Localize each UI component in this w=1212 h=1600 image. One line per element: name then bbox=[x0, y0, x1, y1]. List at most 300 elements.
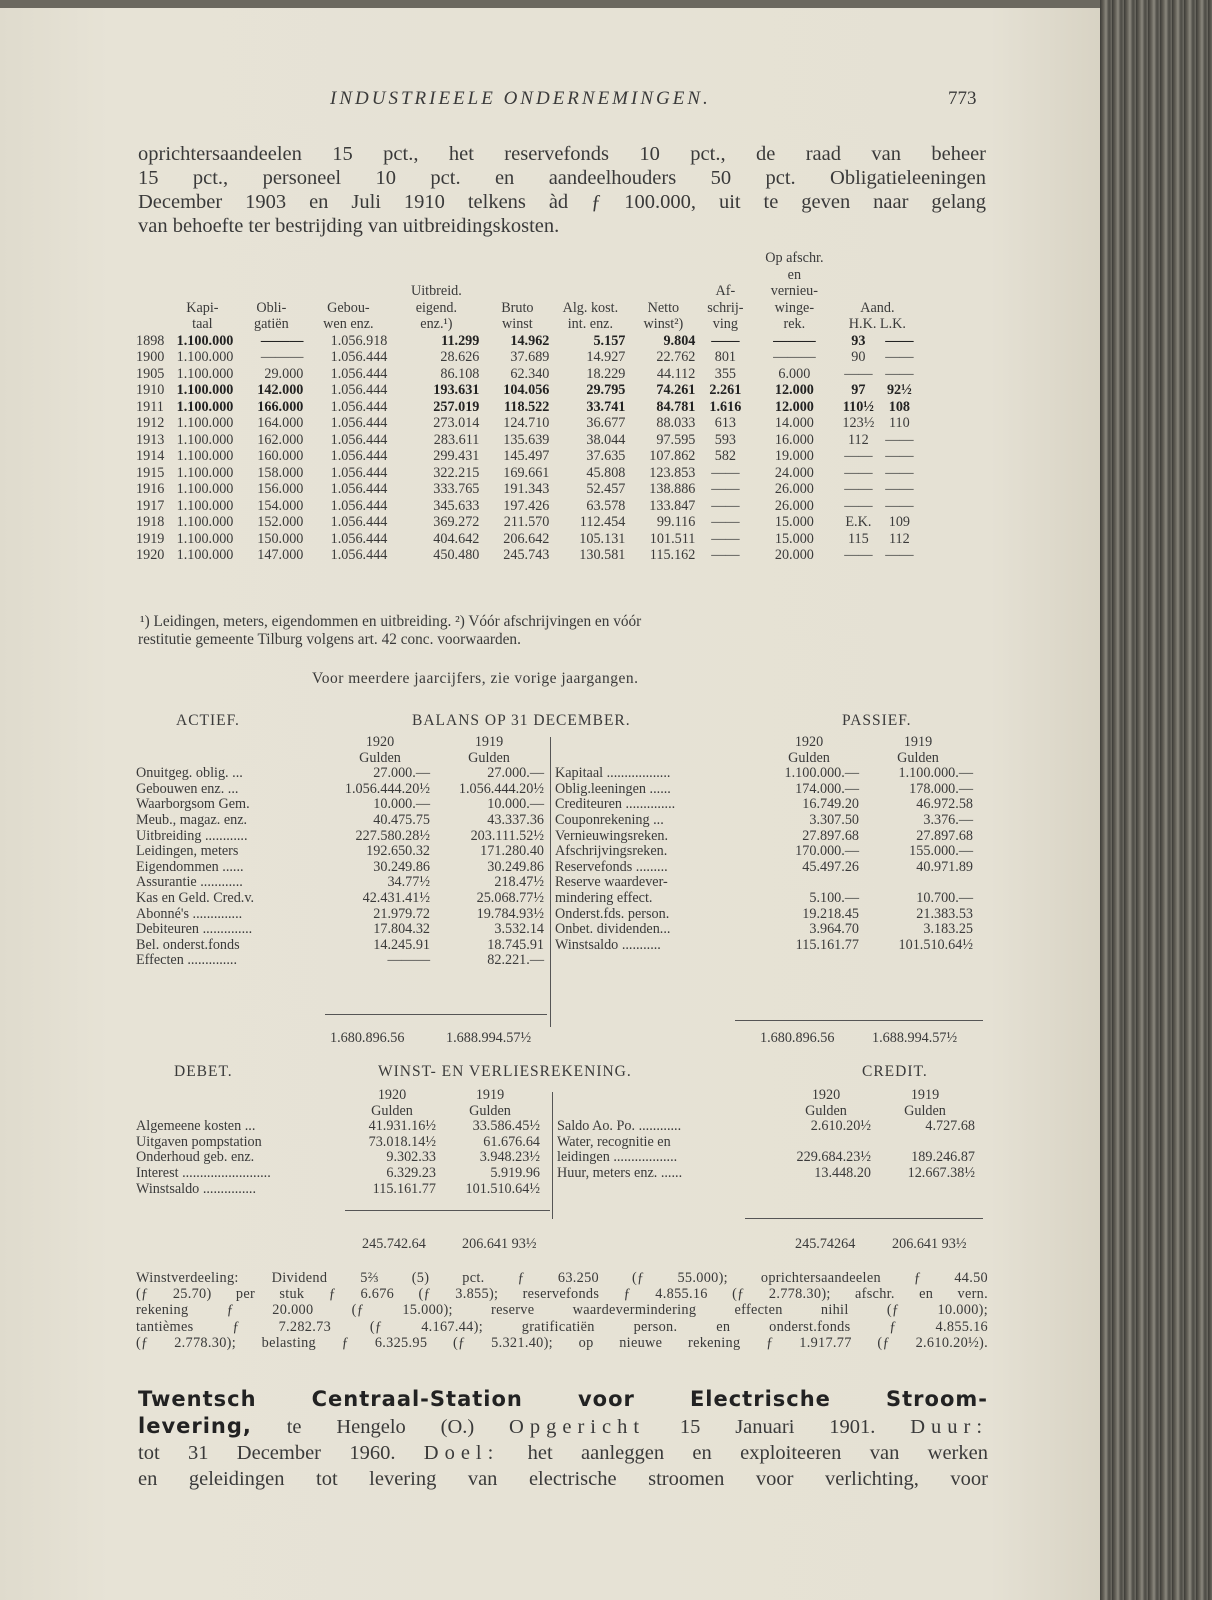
hist-cell: 110 bbox=[888, 415, 910, 431]
hist-cell: 38.044 bbox=[586, 431, 626, 448]
hist-cell: —— bbox=[711, 464, 740, 481]
hist-row bbox=[136, 432, 918, 449]
hist-cell: 22.762 bbox=[656, 349, 696, 365]
hist-cell: 245.743 bbox=[503, 547, 550, 563]
hist-header-cell bbox=[482, 267, 552, 284]
hist-cell: 97 bbox=[851, 382, 866, 398]
hist-header-cell: vernieu- bbox=[770, 283, 819, 299]
hist-cell: 44.112 bbox=[656, 365, 696, 382]
ledger-label: Reserve waardever- bbox=[555, 874, 668, 891]
ledger-label: Couponrekening ... bbox=[555, 811, 664, 828]
ledger-amount: 1.100.000.— bbox=[784, 765, 859, 782]
hist-row bbox=[136, 448, 918, 465]
actief-row bbox=[134, 813, 546, 829]
passief-row bbox=[553, 860, 975, 876]
ledger-amount: 43.337.36 bbox=[487, 811, 544, 828]
hist-header-cell bbox=[236, 267, 306, 284]
hist-cell: 15.000 bbox=[774, 530, 814, 547]
ledger-amount: 115.161.77 bbox=[372, 1180, 436, 1197]
ledger-amount: 3.376.— bbox=[923, 811, 973, 828]
passief-row bbox=[553, 875, 975, 891]
hist-row bbox=[136, 547, 918, 564]
year-header: 1920 bbox=[377, 1087, 407, 1103]
ledger-label: Vernieuwingsreken. bbox=[555, 827, 669, 844]
hist-cell: 14.000 bbox=[774, 415, 814, 431]
debet-row bbox=[134, 1119, 542, 1135]
hist-cell: 1.100.000 bbox=[176, 349, 234, 365]
winstverdeeling-line: tantièmes ƒ 7.282.73 (ƒ 4.167.44); gratificatiën person. en onderst.fonds ƒ 4.855.16 bbox=[136, 1318, 988, 1335]
hist-row bbox=[136, 333, 918, 350]
ledger-amount: 46.972.58 bbox=[916, 796, 973, 813]
history-table bbox=[136, 250, 918, 564]
actief-row bbox=[134, 782, 546, 798]
ledger-amount: 203.111.52½ bbox=[470, 827, 544, 844]
hist-cell: —— bbox=[711, 332, 740, 349]
debet-row bbox=[134, 1150, 542, 1166]
hist-cell: 166.000 bbox=[257, 398, 304, 415]
hist-cell: 1.100.000 bbox=[176, 415, 234, 431]
hist-cell: 273.014 bbox=[433, 415, 480, 431]
hist-header-cell: ving bbox=[712, 316, 738, 332]
hist-header-row bbox=[136, 300, 918, 317]
passief-row bbox=[553, 844, 975, 860]
hist-header-cell bbox=[136, 267, 168, 284]
hist-cell: 74.261 bbox=[656, 382, 696, 398]
hist-cell: ——— bbox=[773, 332, 816, 349]
ledger-label: Onderhoud geb. enz. bbox=[136, 1149, 255, 1166]
ledger-amount: 174.000.— bbox=[795, 780, 859, 797]
hist-cell: 6.000 bbox=[778, 365, 811, 382]
location: te Hengelo (O.) bbox=[251, 1416, 510, 1438]
hist-cell: —— bbox=[885, 481, 914, 497]
passief-row bbox=[553, 891, 975, 907]
intro-line: oprichtersaandeelen 15 pct., het reservefonds 10 pct., de raad van beheer bbox=[138, 143, 986, 165]
hist-cell: 97.595 bbox=[656, 431, 696, 448]
hist-cell: —— bbox=[711, 497, 740, 514]
hist-cell: 1.056.444 bbox=[330, 365, 388, 382]
credit-total-rule bbox=[745, 1218, 983, 1219]
ledger-amount: 19.784.93½ bbox=[476, 905, 544, 922]
hist-cell: 197.426 bbox=[503, 497, 550, 514]
hist-cell: 105.131 bbox=[579, 530, 626, 547]
hist-header-cell: Netto bbox=[647, 299, 680, 316]
actief-total-a: 1.680.896.56 bbox=[330, 1030, 405, 1046]
passief-total-rule bbox=[735, 1020, 983, 1021]
hist-cell: 147.000 bbox=[257, 547, 304, 563]
hist-cell: 18.229 bbox=[586, 365, 626, 382]
hist-cell: 1.100.000 bbox=[176, 497, 234, 514]
credit-table bbox=[555, 1088, 977, 1182]
debet-row bbox=[134, 1166, 542, 1182]
year-header: 1919 bbox=[474, 734, 504, 750]
hist-cell: ——— bbox=[260, 349, 304, 365]
hist-cell: 1.100.000 bbox=[176, 448, 234, 464]
year-header: 1920 bbox=[365, 734, 395, 750]
ledger-amount: 3.183.25 bbox=[923, 921, 973, 938]
footnote-1: ¹) Leidingen, meters, eigendommen en uitbreiding. ²) Vóór afschrijvingen en vóór bbox=[140, 613, 642, 630]
hist-cell: 26.000 bbox=[774, 497, 814, 514]
ledger-label: Winstsaldo ........... bbox=[555, 936, 661, 953]
balans-title: BALANS OP 31 DECEMBER. bbox=[412, 712, 631, 729]
hist-cell: —— bbox=[885, 431, 914, 448]
hist-header-cell bbox=[628, 267, 698, 284]
hist-cell: 33.741 bbox=[586, 398, 626, 415]
hist-cell: 193.631 bbox=[433, 382, 480, 398]
hist-cell: 62.340 bbox=[510, 365, 550, 382]
ledger-label: Saldo Ao. Po. ............ bbox=[557, 1118, 682, 1135]
hist-year: 1914 bbox=[136, 448, 165, 464]
hist-header-cell: Uitbreid. bbox=[410, 283, 462, 299]
hist-cell: 355 bbox=[714, 365, 737, 382]
hist-year: 1916 bbox=[136, 481, 165, 497]
hist-header-cell bbox=[552, 250, 628, 267]
hist-cell: 1.056.918 bbox=[330, 332, 388, 349]
hist-cell: 169.661 bbox=[503, 464, 550, 481]
credit-row bbox=[555, 1119, 977, 1135]
ledger-amount: 9.302.33 bbox=[386, 1149, 436, 1166]
doel-text: het aanleggen en exploiteeren van werken bbox=[499, 1442, 988, 1464]
unit-header: Gulden bbox=[897, 749, 939, 766]
doel-text-cont: en geleidingen tot levering van electrische stroomen voor verlichting, voor bbox=[138, 1468, 988, 1490]
actief-table bbox=[134, 735, 546, 969]
hist-cell: 19.000 bbox=[774, 448, 814, 464]
hist-cell: 24.000 bbox=[774, 464, 814, 481]
hist-header-cell: Alg. kost. bbox=[562, 299, 619, 316]
hist-cell: 45.808 bbox=[586, 464, 626, 481]
book-spine bbox=[1100, 0, 1212, 1600]
hist-cell: 123½ bbox=[842, 415, 875, 431]
hist-header-cell: H.K. L.K. bbox=[848, 316, 906, 332]
ledger-amount: 192.650.32 bbox=[366, 843, 430, 860]
hist-cell: 1.056.444 bbox=[330, 415, 388, 431]
unit-header: Gulden bbox=[468, 749, 510, 766]
actief-row bbox=[134, 797, 546, 813]
hist-cell: 14.927 bbox=[586, 349, 626, 365]
hist-cell: 1.100.000 bbox=[176, 547, 234, 563]
hist-cell: 52.457 bbox=[586, 481, 626, 497]
hist-cell: 135.639 bbox=[503, 431, 550, 448]
ledger-amount: 6.329.23 bbox=[386, 1164, 436, 1181]
ledger-amount: 1.100.000.— bbox=[898, 765, 973, 782]
ledger-amount bbox=[779, 1135, 873, 1151]
hist-cell: 37.635 bbox=[586, 448, 626, 464]
ledger-amount: 227.580.28½ bbox=[355, 827, 430, 844]
hist-cell: 104.056 bbox=[503, 382, 550, 398]
opgericht-label: Opgericht bbox=[509, 1416, 646, 1438]
ledger-amount: 14.245.91 bbox=[373, 936, 430, 953]
hist-cell: 99.116 bbox=[656, 514, 696, 530]
ledger-label: mindering effect. bbox=[555, 889, 653, 906]
ledger-label: Waarborgsom Gem. bbox=[136, 796, 250, 813]
hist-cell: 283.611 bbox=[433, 431, 480, 448]
winstverdeeling-line: Winstverdeeling: Dividend 5⅔ (5) pct. ƒ 63.250 (ƒ 55.000); oprichtersaandeelen ƒ 44.50 bbox=[136, 1270, 988, 1286]
hist-cell: 369.272 bbox=[433, 514, 480, 530]
hist-cell: —— bbox=[844, 547, 873, 563]
ledger-label: Huur, meters enz. ...... bbox=[557, 1164, 683, 1181]
hist-cell: —— bbox=[711, 514, 740, 530]
ledger-label: Eigendommen ...... bbox=[136, 858, 244, 875]
hist-cell: —— bbox=[844, 481, 873, 497]
hist-cell: 1.056.444 bbox=[330, 497, 388, 514]
ledger-label: Onbet. dividenden... bbox=[555, 921, 671, 938]
hist-cell: —— bbox=[711, 547, 740, 563]
hist-cell: 191.343 bbox=[503, 481, 550, 497]
winstverdeeling bbox=[136, 1270, 988, 1351]
hist-header-cell: schrij- bbox=[707, 299, 744, 316]
unit-header: Gulden bbox=[788, 749, 830, 766]
ledger-amount: 21.383.53 bbox=[916, 905, 973, 922]
hist-header-cell bbox=[836, 267, 918, 284]
ledger-amount: 42.431.41½ bbox=[362, 889, 430, 906]
ledger-amount: 34.77½ bbox=[387, 874, 430, 891]
passief-title: PASSIEF. bbox=[842, 712, 912, 729]
credit-total-a: 245.74264 bbox=[795, 1236, 856, 1252]
ledger-amount: 178.000.— bbox=[909, 780, 973, 797]
hist-year: 1917 bbox=[136, 497, 165, 514]
hist-header-cell bbox=[168, 250, 236, 267]
hist-header-cell: Kapi- bbox=[186, 299, 219, 316]
hist-cell: —— bbox=[885, 365, 914, 382]
ledger-label: Algemeene kosten ... bbox=[136, 1118, 256, 1135]
actief-total-b: 1.688.994.57½ bbox=[446, 1030, 532, 1046]
ledger-amount: 10.700.— bbox=[916, 889, 973, 906]
year-header: 1919 bbox=[910, 1087, 940, 1103]
hist-header-cell bbox=[482, 250, 552, 267]
ledger-amount: 21.979.72 bbox=[373, 905, 430, 922]
intro-line: 15 pct., personeel 10 pct. en aandeelhouders 50 pct. Obligatieleeningen bbox=[138, 167, 986, 189]
hist-cell: —— bbox=[844, 365, 873, 382]
ledger-label: leidingen .................. bbox=[557, 1149, 678, 1166]
hist-header-cell: gatiën bbox=[254, 316, 289, 332]
hist-year: 1913 bbox=[136, 431, 165, 448]
hist-cell: 37.689 bbox=[510, 349, 550, 365]
hist-header-cell bbox=[306, 283, 390, 300]
hist-header-cell: enz.¹) bbox=[420, 316, 453, 332]
duur-label: Duur: bbox=[910, 1416, 989, 1438]
passief-table bbox=[553, 735, 975, 953]
ledger-amount: 82.221.— bbox=[487, 952, 544, 969]
hist-year: 1919 bbox=[136, 530, 165, 547]
hist-header-row bbox=[136, 250, 918, 267]
hist-cell: 118.522 bbox=[504, 398, 550, 415]
ledger-label: Water, recognitie en bbox=[557, 1133, 671, 1150]
hist-cell: 1.100.000 bbox=[176, 365, 234, 382]
hist-cell: —— bbox=[885, 547, 914, 563]
hist-cell: 1.056.444 bbox=[330, 514, 388, 530]
hist-cell: 101.511 bbox=[649, 530, 696, 547]
hist-cell: 152.000 bbox=[257, 514, 304, 530]
hist-header-cell bbox=[390, 250, 482, 267]
actief-row bbox=[134, 860, 546, 876]
ledger-label: Oblig.leeningen ...... bbox=[555, 780, 671, 797]
hist-cell: 16.000 bbox=[774, 431, 814, 448]
hist-cell: 206.642 bbox=[503, 530, 550, 547]
actief-row bbox=[134, 844, 546, 860]
hist-cell: 1.056.444 bbox=[330, 448, 388, 464]
page-number: 773 bbox=[948, 88, 977, 109]
hist-cell: 1.100.000 bbox=[176, 481, 234, 497]
hist-row bbox=[136, 498, 918, 515]
hist-cell: 142.000 bbox=[257, 382, 304, 398]
hist-cell: 12.000 bbox=[774, 382, 814, 398]
ledger-amount: 171.280.40 bbox=[480, 843, 544, 860]
intro-paragraph bbox=[138, 142, 986, 238]
hist-cell: 29.000 bbox=[264, 365, 304, 382]
hist-cell: 123.853 bbox=[649, 464, 696, 481]
hist-header-cell bbox=[698, 250, 752, 267]
actief-row bbox=[134, 907, 546, 923]
intro-line: van behoefte ter bestrijding van uitbreidingskosten. bbox=[138, 215, 560, 237]
hist-header-cell bbox=[136, 250, 168, 267]
hist-cell: 593 bbox=[714, 431, 737, 448]
actief-title: ACTIEF. bbox=[176, 712, 240, 729]
ledger-amount: 2.610.20½ bbox=[810, 1118, 871, 1135]
ledger-amount: 61.676.64 bbox=[483, 1133, 540, 1150]
hist-header-cell: eigend. bbox=[415, 299, 458, 316]
hist-cell: 154.000 bbox=[257, 497, 304, 514]
hist-cell: 90 bbox=[851, 349, 866, 365]
ledger-label: Afschrijvingsreken. bbox=[555, 843, 668, 860]
ledger-amount: 13.448.20 bbox=[814, 1164, 871, 1181]
hist-header-cell bbox=[390, 267, 482, 284]
hist-header-cell: int. enz. bbox=[567, 316, 614, 332]
hist-header-cell bbox=[168, 267, 236, 284]
unit-header: Gulden bbox=[805, 1102, 847, 1119]
hist-row bbox=[136, 514, 918, 531]
hist-cell: 1.100.000 bbox=[176, 530, 234, 547]
hist-cell: 582 bbox=[714, 448, 737, 464]
hist-year: 1912 bbox=[136, 415, 165, 431]
hist-cell: 26.000 bbox=[774, 481, 814, 497]
hist-cell: 110½ bbox=[842, 398, 874, 415]
passief-row bbox=[553, 797, 975, 813]
hist-header-cell bbox=[168, 283, 236, 300]
hist-header-cell: wen enz. bbox=[323, 316, 374, 332]
passief-row bbox=[553, 766, 975, 782]
ledger-label: Reservefonds ......... bbox=[555, 858, 668, 875]
hist-cell: 2.261 bbox=[709, 382, 742, 398]
hist-cell: 164.000 bbox=[257, 415, 304, 431]
hist-cell: 5.157 bbox=[593, 332, 626, 349]
hist-cell: 1.100.000 bbox=[176, 464, 234, 481]
hist-cell: 1.100.000 bbox=[176, 332, 234, 349]
ledger-label: Onderst.fds. person. bbox=[555, 905, 670, 922]
credit-row bbox=[555, 1166, 977, 1182]
debet-table bbox=[134, 1088, 542, 1197]
ledger-amount: 27.897.68 bbox=[916, 827, 973, 844]
hist-cell: 20.000 bbox=[774, 547, 814, 563]
hist-cell: 108 bbox=[888, 398, 911, 415]
unit-header: Gulden bbox=[359, 749, 401, 766]
hist-header-cell bbox=[552, 267, 628, 284]
hist-cell: 333.765 bbox=[433, 481, 480, 497]
hist-header-cell bbox=[628, 283, 698, 300]
ledger-label: Winstsaldo ............... bbox=[136, 1180, 257, 1197]
wv-divider bbox=[552, 1092, 553, 1219]
hist-cell: —— bbox=[885, 349, 914, 365]
hist-header-cell: Af- bbox=[715, 283, 736, 299]
ledger-amount: 40.971.89 bbox=[916, 858, 973, 875]
ledger-amount: 27.000.— bbox=[487, 765, 544, 782]
ledger-label: Effecten .............. bbox=[136, 952, 237, 969]
actief-row bbox=[134, 938, 546, 954]
debet-row bbox=[134, 1182, 542, 1198]
ledger-amount: 101.510.64½ bbox=[898, 936, 973, 953]
ledger-amount: 115.161.77 bbox=[795, 936, 859, 953]
hist-cell: 1.056.444 bbox=[330, 398, 388, 415]
hist-cell: 115.162 bbox=[649, 547, 696, 563]
ledger-label: Kapitaal .................. bbox=[555, 765, 671, 782]
hist-year: 1911 bbox=[136, 398, 164, 415]
ledger-amount: 25.068.77½ bbox=[476, 889, 544, 906]
wv-title: WINST- EN VERLIESREKENING. bbox=[378, 1063, 632, 1080]
hist-header-cell: en bbox=[787, 266, 802, 283]
hist-row bbox=[136, 382, 918, 399]
hist-cell: 322.215 bbox=[433, 464, 480, 481]
hist-cell: 109 bbox=[888, 514, 911, 530]
ledger-amount: 16.749.20 bbox=[802, 796, 859, 813]
hist-cell: 14.962 bbox=[510, 332, 550, 349]
hist-cell: 1.056.444 bbox=[330, 530, 388, 547]
debet-title: DEBET. bbox=[174, 1063, 233, 1080]
hist-cell: 28.626 bbox=[440, 349, 480, 365]
ledger-amount: 40.475.75 bbox=[373, 811, 430, 828]
hist-year: 1920 bbox=[136, 547, 165, 563]
hist-cell: —— bbox=[844, 497, 873, 514]
hist-header-cell: taal bbox=[192, 316, 213, 332]
hist-year: 1905 bbox=[136, 365, 165, 382]
hist-cell: 86.108 bbox=[440, 365, 480, 382]
hist-header-cell bbox=[306, 267, 390, 284]
credit-row bbox=[555, 1135, 977, 1151]
ledger-amount: 12.667.38½ bbox=[907, 1164, 975, 1181]
hist-cell: 1.100.000 bbox=[176, 514, 234, 530]
ledger-amount: 45.497.26 bbox=[802, 858, 859, 875]
hist-cell: ——— bbox=[773, 349, 816, 365]
running-header: INDUSTRIEELE ONDERNEMINGEN. bbox=[330, 88, 711, 109]
year-header: 1919 bbox=[903, 734, 933, 750]
actief-total-rule bbox=[325, 1014, 547, 1015]
hist-header-cell: winge- bbox=[774, 299, 815, 316]
hist-cell: E.K. bbox=[845, 514, 872, 530]
ledger-label: Kas en Geld. Cred.v. bbox=[136, 889, 255, 906]
hist-cell: 63.578 bbox=[586, 497, 626, 514]
actief-row bbox=[134, 766, 546, 782]
ledger-label: Uitgaven pompstation bbox=[136, 1133, 262, 1150]
hist-row bbox=[136, 531, 918, 548]
ledger-amount: 3.964.70 bbox=[809, 921, 859, 938]
hist-cell: 150.000 bbox=[257, 530, 304, 547]
ledger-amount: 3.532.14 bbox=[494, 921, 544, 938]
unit-header: Gulden bbox=[371, 1102, 413, 1119]
ledger-amount: 218.47½ bbox=[494, 874, 544, 891]
hist-header-cell: Gebou- bbox=[327, 299, 370, 316]
hist-cell: 158.000 bbox=[257, 464, 304, 481]
doel-label: Doel: bbox=[423, 1442, 500, 1464]
ledger-label: Bel. onderst.fonds bbox=[136, 936, 240, 953]
hist-cell: —— bbox=[885, 332, 914, 349]
ledger-amount: 1.056.444.20½ bbox=[344, 780, 430, 797]
firm-name-line2: levering, bbox=[138, 1414, 252, 1438]
footnote-2: restitutie gemeente Tilburg volgens art. 42 conc. voorwaarden. bbox=[138, 631, 521, 648]
ledger-amount: 189.246.87 bbox=[911, 1149, 975, 1166]
ledger-amount: 3.307.50 bbox=[809, 811, 859, 828]
hist-cell: 1.100.000 bbox=[176, 398, 234, 415]
hist-header-cell: Op afschr. bbox=[765, 250, 824, 266]
credit-row bbox=[555, 1150, 977, 1166]
hist-row bbox=[136, 481, 918, 498]
debet-row bbox=[134, 1135, 542, 1151]
